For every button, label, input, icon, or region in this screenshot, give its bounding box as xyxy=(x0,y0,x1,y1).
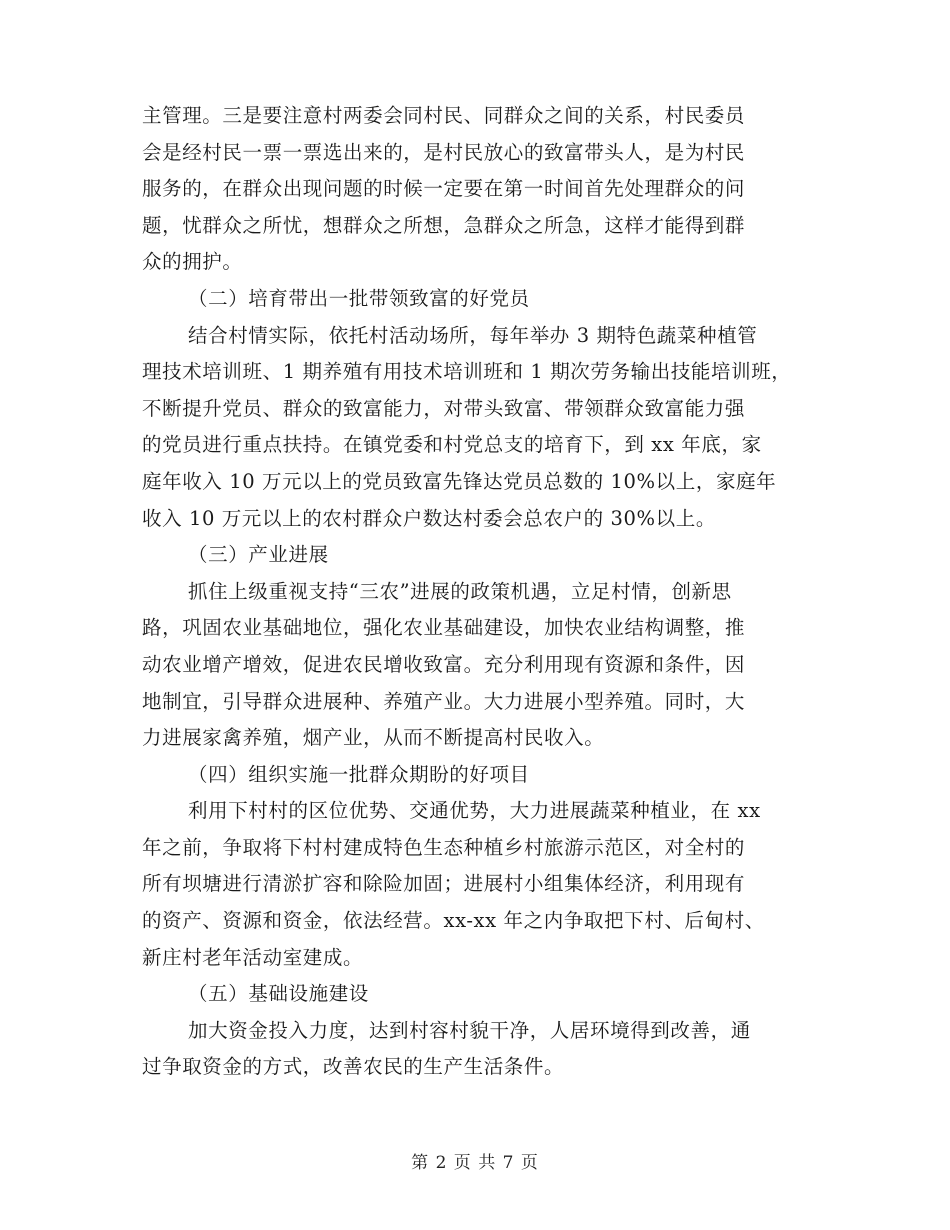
text-line: 题，忧群众之所忧，想群众之所想，急群众之所急，这样才能得到群 xyxy=(142,213,746,237)
text-line: （二）培育带出一批带领致富的好党员 xyxy=(188,286,530,310)
text-line: 庭年收入 10 万元以上的党员致富先锋达党员总数的 10%以上，家庭年 xyxy=(142,469,777,493)
text-line: （三）产业进展 xyxy=(188,543,329,567)
text-line: 年之前，争取将下村村建成特色生态种植乡村旅游示范区，对全村的 xyxy=(142,835,746,859)
text-line: 服务的，在群众出现问题的时候一定要在第一时间首先处理群众的问 xyxy=(142,177,746,201)
text-line: 新庄村老年活动室建成。 xyxy=(142,945,364,969)
text-line: 的党员进行重点扶持。在镇党委和村党总支的培育下，到 xx 年底，家 xyxy=(142,433,762,457)
text-line: 所有坝塘进行清淤扩容和除险加固；进展村小组集体经济，利用现有 xyxy=(142,872,746,896)
page-number-footer: 第 2 页 共 7 页 xyxy=(411,1153,539,1173)
text-line: （四）组织实施一批群众期盼的好项目 xyxy=(188,762,530,786)
text-line: 动农业增产增效，促进农民增收致富。充分利用现有资源和条件，因 xyxy=(142,652,746,676)
text-line: 力进展家禽养殖，烟产业，从而不断提高村民收入。 xyxy=(142,726,605,750)
text-line: 路，巩固农业基础地位，强化农业基础建设，加快农业结构调整，推 xyxy=(142,616,746,640)
text-line: （五）基础设施建设 xyxy=(188,982,369,1006)
text-line: 理技术培训班、1 期养殖有用技术培训班和 1 期次劳务输出技能培训班， xyxy=(142,360,792,384)
text-line: 地制宜，引导群众进展种、养殖产业。大力进展小型养殖。同时，大 xyxy=(142,689,746,713)
text-line: 收入 10 万元以上的农村群众户数达村委会总农户的 30%以上。 xyxy=(142,506,716,530)
text-line: 利用下村村的区位优势、交通优势，大力进展蔬菜种植业，在 xx xyxy=(188,799,761,823)
text-line: 的资产、资源和资金，依法经营。xx-xx 年之内争取把下村、后甸村、 xyxy=(142,909,765,933)
text-line: 会是经村民一票一票选出来的，是村民放心的致富带头人，是为村民 xyxy=(142,140,746,164)
text-line: 众的拥护。 xyxy=(142,250,243,274)
text-line: 过争取资金的方式，改善农民的生产生活条件。 xyxy=(142,1055,565,1079)
text-line: 主管理。三是要注意村两委会同村民、同群众之间的关系，村民委员 xyxy=(142,104,746,127)
document-body xyxy=(142,98,814,1086)
text-line: 加大资金投入力度，达到村容村貌干净，人居环境得到改善，通 xyxy=(188,1018,751,1042)
text-line: 不断提升党员、群众的致富能力，对带头致富、带领群众致富能力强 xyxy=(142,396,746,420)
text-line: 抓住上级重视支持“三农”进展的政策机遇，立足村情，创新思 xyxy=(188,579,732,603)
text-line: 结合村情实际，依托村活动场所，每年举办 3 期特色蔬菜种植管 xyxy=(188,323,758,347)
